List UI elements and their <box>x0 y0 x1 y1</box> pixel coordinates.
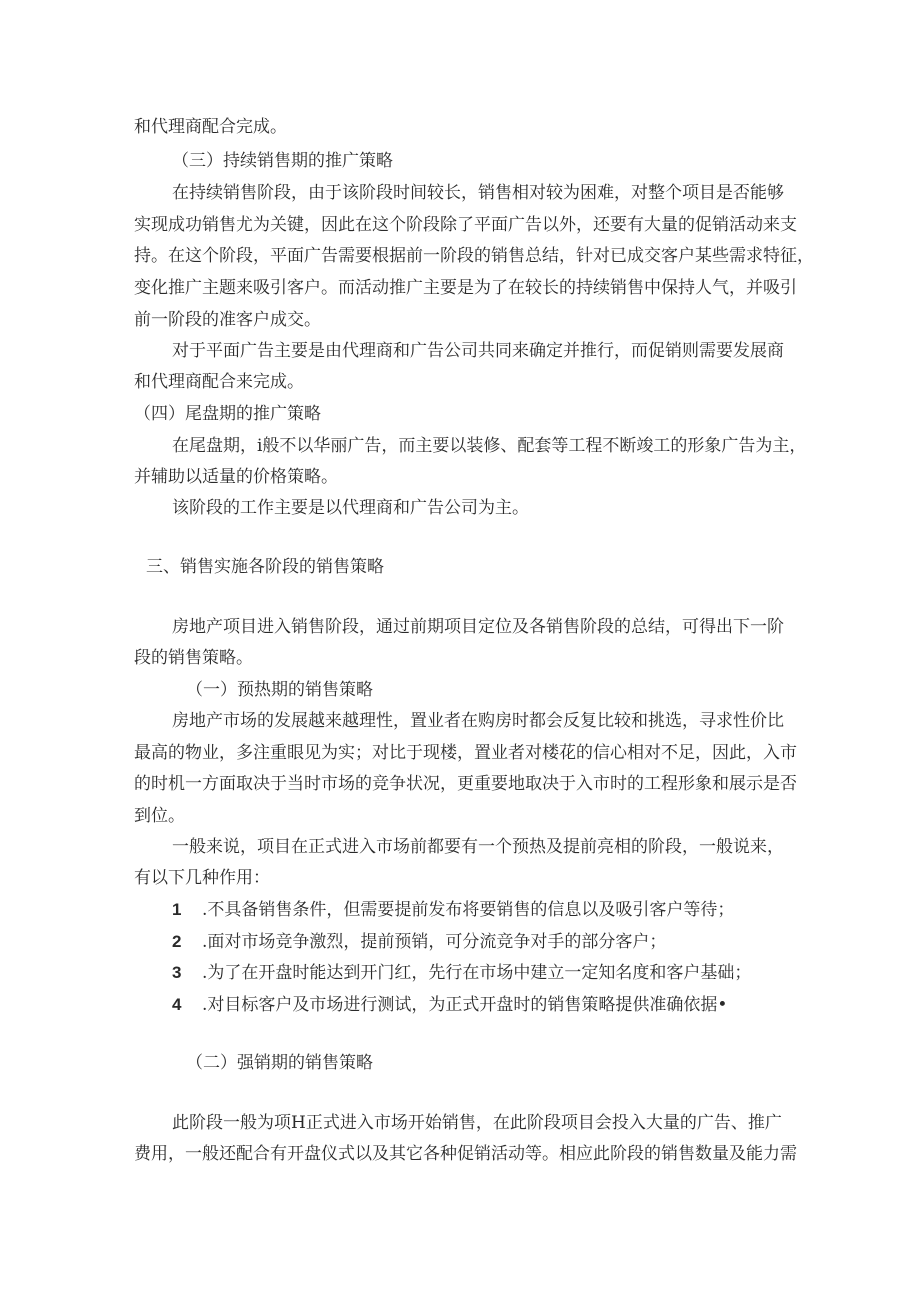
subheading-preheat-phase: （一）预热期的销售策略 <box>186 680 373 700</box>
text-line: 实现成功销售尤为关键，因此在这个阶段除了平面广告以外，还要有大量的促销活动来支 <box>134 215 797 235</box>
text-line: 和代理商配合完成。 <box>134 117 287 137</box>
text-line: 一般来说，项目在正式进入市场前都要有一个预热及提前亮相的阶段，一般说来， <box>172 837 784 857</box>
text-line: 最高的物业，多注重眼见为实；对比于现楼，置业者对楼花的信心相对不足，因此，入市 <box>134 743 797 763</box>
list-text: .为了在开盘时能达到开门红，先行在市场中建立一定知名度和客户基础； <box>202 963 752 983</box>
text-line: 费用，一般还配合有开盘仪式以及其它各种促销活动等。相应此阶段的销售数量及能力需 <box>134 1144 797 1164</box>
section-heading: 三、销售实施各阶段的销售策略 <box>146 557 384 577</box>
text-line: 前一阶段的准客户成交。 <box>134 310 321 330</box>
text-line: 并辅助以适量的价格策略。 <box>134 467 338 487</box>
text-line: 和代理商配合来完成。 <box>134 372 304 392</box>
list-text: .对目标客户及市场进行测试，为正式开盘时的销售策略提供准确依据• <box>202 995 728 1015</box>
text-line: 变化推广主题来吸引客户。而活动推广主要是为了在较长的持续销售中保持人气，并吸引 <box>134 278 797 298</box>
text-line: 该阶段的工作主要是以代理商和广告公司为主。 <box>172 498 529 518</box>
list-number: 2 <box>172 932 182 951</box>
text-line: 在持续销售阶段，由于该阶段时间较长，销售相对较为困难，对整个项目是否能够 <box>172 183 784 203</box>
list-item <box>172 994 727 1016</box>
text-line: 有以下几种作用： <box>134 868 270 888</box>
text-line: 此阶段一般为项H正式进入市场开始销售，在此阶段项目会投入大量的广告、推广 <box>172 1113 782 1133</box>
list-item <box>172 931 666 953</box>
list-text: .不具备销售条件，但需要提前发布将要销售的信息以及吸引客户等待； <box>202 900 735 920</box>
list-item <box>172 962 751 984</box>
subheading-strong-sales-phase: （二）强销期的销售策略 <box>186 1053 373 1073</box>
list-number: 1 <box>172 900 182 919</box>
list-number: 3 <box>172 963 182 982</box>
text-line: 对于平面广告主要是由代理商和广告公司共同来确定并推行，而促销则需要发展商 <box>172 341 784 361</box>
text-line: 房地产市场的发展越来越理性，置业者在购房时都会反复比较和挑选，寻求性价比 <box>172 711 784 731</box>
text-line: 房地产项目进入销售阶段，通过前期项目定位及各销售阶段的总结，可得出下一阶 <box>172 617 784 637</box>
text-line: 持。在这个阶段，平面广告需要根据前一阶段的销售总结，针对已成交客户某些需求特征， <box>134 246 814 266</box>
text-line: 段的销售策略。 <box>134 648 253 668</box>
subheading-final-phase: （四）尾盘期的推广策略 <box>134 404 321 424</box>
list-item <box>172 899 734 921</box>
list-number: 4 <box>172 995 182 1014</box>
text-line: 到位。 <box>134 806 185 826</box>
list-text: .面对市场竞争激烈，提前预销，可分流竞争对手的部分客户； <box>202 932 667 952</box>
text-line: 的时机一方面取决于当时市场的竞争状况，更重要地取决于入市时的工程形象和展示是否 <box>134 774 797 794</box>
subheading-continuous-sales: （三）持续销售期的推广策略 <box>172 151 393 171</box>
text-line: 在尾盘期，i般不以华丽广告，而主要以装修、配套等工程不断竣工的形象广告为主， <box>172 436 807 456</box>
